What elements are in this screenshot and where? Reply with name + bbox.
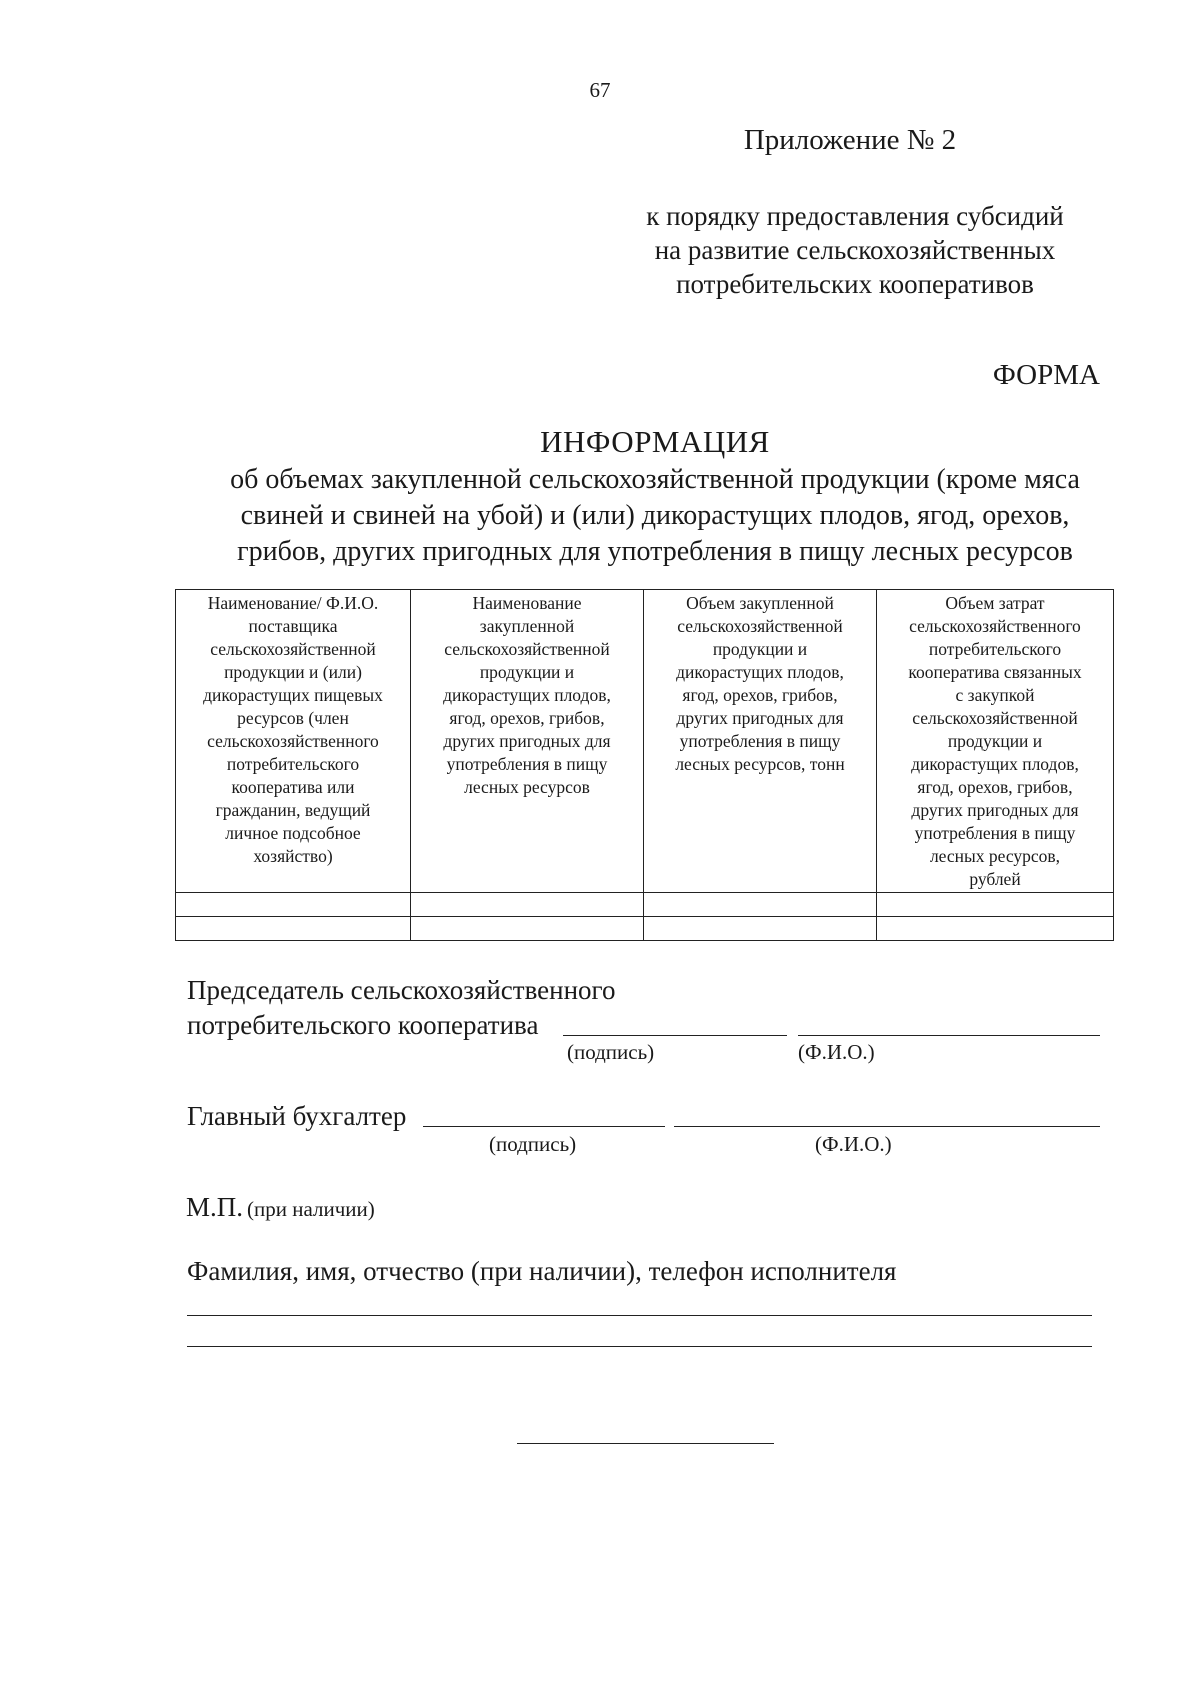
header-line: Наименование/ Ф.И.О.: [207, 593, 379, 613]
header-line: дикорастущих плодов,: [911, 754, 1079, 774]
table-cell: [877, 917, 1114, 941]
header-line: ягод, орехов, грибов,: [682, 685, 838, 705]
header-product-name: [411, 590, 644, 893]
document-subtitle: [150, 462, 1160, 569]
document-subtitle-line: грибов, других пригодных для употребления в пищу лесных ресурсов: [237, 535, 1073, 567]
appendix-subtitle-line: потребительских кооперативов: [676, 268, 1034, 299]
header-line: употребления в пищу: [914, 823, 1076, 843]
table-cell: [877, 893, 1114, 917]
table-row: [176, 917, 1114, 941]
header-line: поставщика: [248, 616, 338, 636]
accountant-name-line: [674, 1126, 1100, 1127]
header-line: ягод, орехов, грибов,: [917, 777, 1073, 797]
header-line: кооператива связанных: [908, 662, 1082, 682]
chairman-signature-line: [563, 1035, 787, 1036]
table-cell: [176, 917, 411, 941]
header-line: лесных ресурсов,: [929, 846, 1061, 866]
table-cell: [644, 917, 877, 941]
executor-line-1: [187, 1315, 1092, 1316]
header-line: Объем закупленной: [686, 593, 834, 613]
footer-rule: [517, 1443, 774, 1444]
header-line: Объем затрат: [945, 593, 1045, 613]
header-line: гражданин, ведущий: [215, 800, 371, 820]
table-row: [176, 893, 1114, 917]
stamp-block: [186, 1192, 375, 1223]
document-subtitle-line: свиней и свиней на убой) и (или) дикорастущих плодов, ягод, орехов,: [240, 499, 1070, 531]
accountant-name-caption: (Ф.И.О.): [815, 1132, 892, 1156]
header-line: личное подсобное: [225, 823, 361, 843]
header-line: ягод, орехов, грибов,: [449, 708, 605, 728]
table-cell: [411, 917, 644, 941]
header-line: других пригодных для: [676, 708, 844, 728]
stamp-label: М.П.: [186, 1192, 244, 1222]
header-line: ресурсов (член: [237, 708, 349, 728]
chairman-title-line2: потребительского кооператива: [187, 1010, 539, 1040]
header-line: дикорастущих плодов,: [676, 662, 844, 682]
header-line: сельскохозяйственного: [909, 616, 1081, 636]
document-subtitle-line: об объемах закупленной сельскохозяйственной продукции (кроме мяса: [230, 464, 1080, 495]
header-line: сельскохозяйственной: [444, 639, 610, 659]
appendix-subtitle-line: к порядку предоставления субсидий: [646, 201, 1064, 231]
header-line: продукции и: [712, 639, 808, 659]
form-label: ФОРМА: [992, 359, 1100, 391]
header-line: лесных ресурсов, тонн: [675, 754, 845, 774]
appendix-title: Приложение № 2: [743, 124, 957, 156]
chairman-name-line: [798, 1035, 1100, 1036]
header-line: употребления в пищу: [679, 731, 841, 751]
appendix-subtitle: [600, 200, 1110, 301]
header-line: продукции и (или): [224, 662, 362, 682]
header-line: с закупкой: [955, 685, 1035, 705]
data-table: [175, 589, 1114, 941]
header-line: кооператива или: [231, 777, 355, 797]
header-line: хозяйство): [253, 846, 333, 866]
executor-label: Фамилия, имя, отчество (при наличии), телефон исполнителя: [187, 1256, 897, 1286]
header-line: Наименование: [472, 593, 582, 613]
header-line: рублей: [969, 869, 1021, 889]
header-line: сельскохозяйственной: [912, 708, 1078, 728]
header-line: сельскохозяйственной: [677, 616, 843, 636]
table-cell: [176, 893, 411, 917]
header-line: продукции и: [479, 662, 575, 682]
chairman-name-caption: (Ф.И.О.): [798, 1040, 875, 1064]
table-header-row: [176, 590, 1114, 893]
accountant-title: Главный бухгалтер: [187, 1101, 407, 1131]
table-cell: [411, 893, 644, 917]
header-line: сельскохозяйственного: [207, 731, 379, 751]
header-line: продукции и: [947, 731, 1043, 751]
header-line: потребительского: [928, 639, 1062, 659]
header-supplier: [176, 590, 411, 893]
header-line: закупленной: [479, 616, 575, 636]
header-line: потребительского: [226, 754, 360, 774]
header-line: употребления в пищу: [446, 754, 608, 774]
header-line: других пригодных для: [443, 731, 611, 751]
header-volume: [644, 590, 877, 893]
stamp-note: (при наличии): [247, 1197, 375, 1221]
page-number: 67: [589, 78, 611, 102]
chairman-signature-caption: (подпись): [567, 1040, 655, 1064]
accountant-signature-caption: (подпись): [489, 1132, 577, 1156]
executor-line-2: [187, 1346, 1092, 1347]
header-line: сельскохозяйственной: [210, 639, 376, 659]
appendix-subtitle-line: на развитие сельскохозяйственных: [654, 234, 1056, 265]
accountant-signature-line: [423, 1126, 665, 1127]
header-line: дикорастущих пищевых: [203, 685, 383, 705]
header-costs: [877, 590, 1114, 893]
chairman-title-line1: Председатель сельскохозяйственного: [187, 975, 616, 1005]
header-line: лесных ресурсов: [464, 777, 590, 797]
document-title: ИНФОРМАЦИЯ: [540, 424, 770, 459]
table-cell: [644, 893, 877, 917]
header-line: других пригодных для: [911, 800, 1079, 820]
header-line: дикорастущих плодов,: [443, 685, 611, 705]
